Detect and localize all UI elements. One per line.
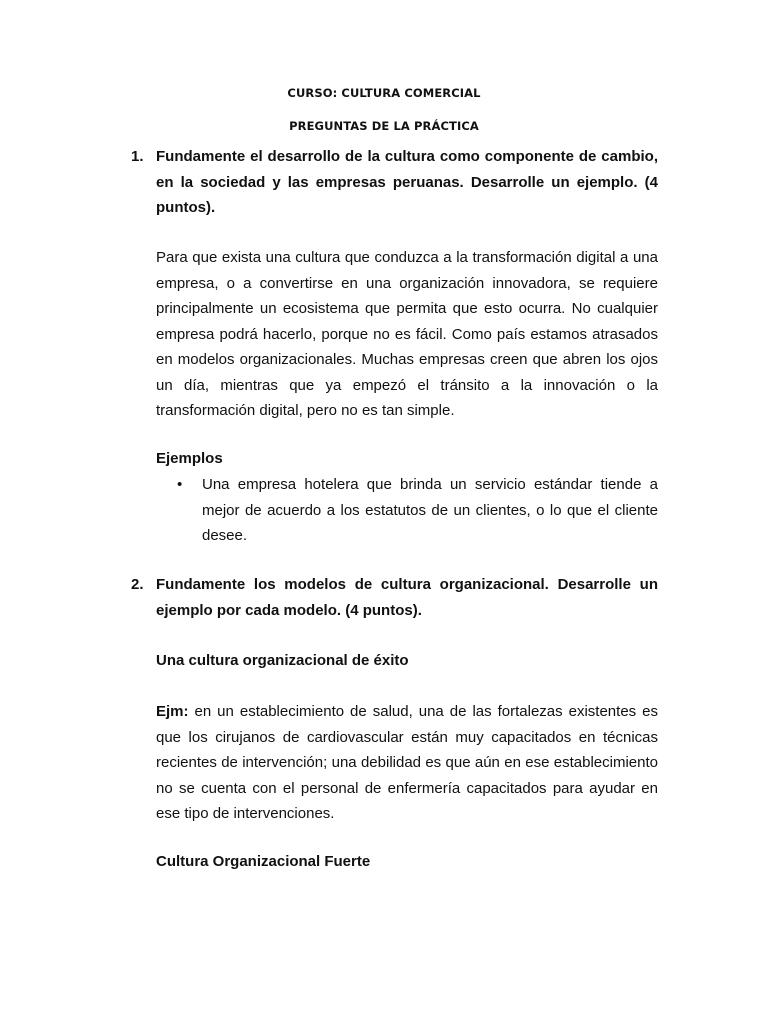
question-2-number: 2.: [131, 576, 144, 593]
model-2-heading: Cultura Organizacional Fuerte: [156, 853, 371, 870]
model-1-example: [156, 699, 658, 827]
question-1-number: 1.: [131, 148, 144, 165]
course-title: CURSO: CULTURA COMERCIAL: [287, 86, 481, 100]
question-1-answer: Para que exista una cultura que conduzca a la transformación digital a una empresa, o a convertirse en una organización innovadora, se requiere principalmente un ecosistema que permita que esto ocurra. No cualquier empresa podrá hacerlo, porque no es fácil. Como país estamos atrasados en modelos organizacionales. Muchas empresas creen que abren los ojos un día, mientras que ya empezó el tránsito a la innovación o la transformación digital, pero no es tan simple.: [156, 249, 658, 419]
question-1-text: Fundamente el desarrollo de la cultura como componente de cambio, en la sociedad y las empresas peruanas. Desarrolle un ejemplo. (4 puntos).: [156, 148, 658, 216]
practice-subtitle: PREGUNTAS DE LA PRÁCTICA: [289, 119, 479, 133]
question-2-text: Fundamente los modelos de cultura organizacional. Desarrolle un ejemplo por cada modelo. (4 puntos).: [156, 576, 658, 619]
model-1-heading: Una cultura organizacional de éxito: [156, 652, 409, 669]
examples-heading: Ejemplos: [156, 450, 223, 467]
example-label: Ejm:: [156, 703, 189, 720]
example-item: Una empresa hotelera que brinda un servicio estándar tiende a mejor de acuerdo a los estatutos de un clientes, o lo que el cliente desee.: [202, 476, 658, 544]
bullet-icon: •: [177, 476, 183, 493]
example-text: en un establecimiento de salud, una de las fortalezas existentes es que los cirujanos de cardiovascular están muy capacitados en técnicas recientes de intervención; una debilidad es que aún en ese establecimiento no se cuenta con el personal de enfermería capacitados para ayudar en ese tipo de intervenciones.: [156, 703, 658, 822]
